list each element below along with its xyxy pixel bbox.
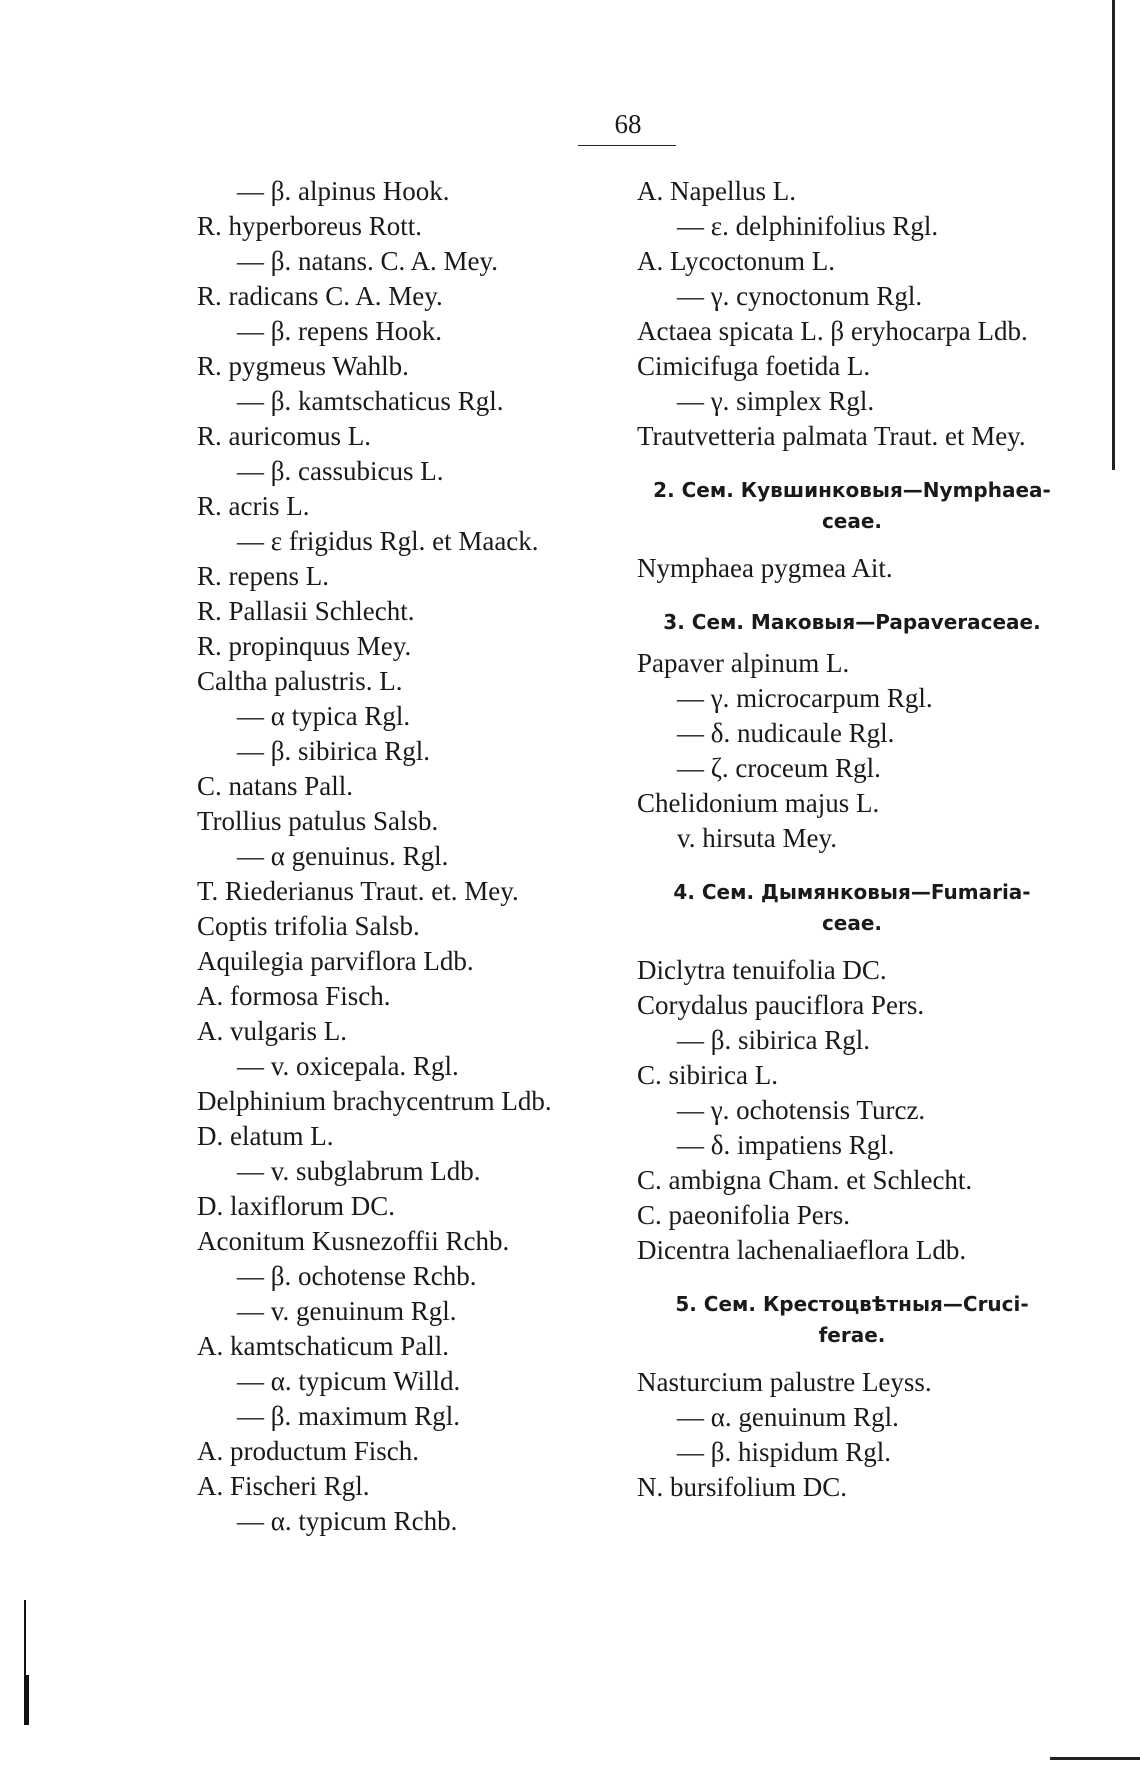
taxon-species-line: Delphinium brachycentrum Ldb.	[197, 1086, 552, 1116]
taxon-species-line: Aconitum Kusnezoffii Rchb.	[197, 1226, 510, 1256]
taxon-species-line: C. sibirica L.	[637, 1060, 778, 1090]
taxon-variety-line: — β. alpinus Hook.	[237, 176, 450, 206]
taxon-variety-line: — v. subglabrum Ldb.	[237, 1156, 481, 1186]
taxon-species-line: N. bursifolium DC.	[637, 1472, 848, 1502]
family-heading-line: 3. Сем. Маковыя—Papaveraceae.	[663, 610, 1041, 634]
family-heading-cruciferae	[637, 1289, 1067, 1351]
taxon-variety-line: v. hirsuta Mey.	[677, 823, 837, 853]
taxon-variety-line: — α. typicum Rchb.	[237, 1506, 458, 1536]
taxon-variety-line: — β. sibirica Rgl.	[677, 1025, 870, 1055]
taxon-species-line: A. formosa Fisch.	[197, 981, 391, 1011]
family-heading-continuation: ferae.	[818, 1323, 886, 1347]
taxon-species-line: R. pygmeus Wahlb.	[197, 351, 409, 381]
taxon-variety-line: — β. ochotense Rchb.	[237, 1261, 477, 1291]
taxon-variety-line: — γ. ochotensis Turcz.	[677, 1095, 926, 1125]
taxon-species-line: A. Lycoctonum L.	[637, 246, 835, 276]
family-heading-line: 5. Сем. Крестоцвѣтныя—Cruci-	[675, 1292, 1029, 1316]
taxon-variety-line: — α genuinus. Rgl.	[237, 841, 449, 871]
family-heading-line: 2. Сем. Кувшинковыя—Nymphaea-	[653, 478, 1051, 502]
taxon-species-line: Aquilegia parviflora Ldb.	[197, 946, 474, 976]
taxon-species-line: D. elatum L.	[197, 1121, 334, 1151]
taxon-species-line: R. acris L.	[197, 491, 310, 521]
taxon-species-line: Diclytra tenuifolia DC.	[637, 955, 887, 985]
family-heading-continuation: ceae.	[821, 911, 883, 935]
group-ranunculaceae-continued	[637, 174, 1067, 454]
left-column	[197, 174, 627, 1539]
taxon-species-line: Trollius patulus Salsb.	[197, 806, 439, 836]
taxon-variety-line: — v. genuinum Rgl.	[237, 1296, 457, 1326]
taxon-species-line: Caltha palustris. L.	[197, 666, 403, 696]
taxon-variety-line: — δ. nudicaule Rgl.	[677, 718, 895, 748]
taxon-species-line: R. radicans C. A. Mey.	[197, 281, 443, 311]
family-heading-nymphaeaceae	[637, 475, 1067, 537]
taxon-variety-line: — β. kamtschaticus Rgl.	[237, 386, 504, 416]
taxon-variety-line: — γ. cynoctonum Rgl.	[677, 281, 923, 311]
taxon-species-line: A. productum Fisch.	[197, 1436, 419, 1466]
group-papaveraceae	[637, 646, 1067, 856]
taxon-variety-line: — α. typicum Willd.	[237, 1366, 461, 1396]
taxon-species-line: Actaea spicata L. β eryhocarpa Ldb.	[637, 316, 1028, 346]
taxon-variety-line: — ε. delphinifolius Rgl.	[677, 211, 939, 241]
taxon-species-line: R. repens L.	[197, 561, 329, 591]
taxon-variety-line: — ε frigidus Rgl. et Maack.	[237, 526, 539, 556]
taxon-species-line: Dicentra lachenaliaeflora Ldb.	[637, 1235, 967, 1265]
page-number-rule	[578, 145, 676, 146]
taxon-variety-line: — γ. simplex Rgl.	[677, 386, 875, 416]
taxon-species-line: Papaver alpinum L.	[637, 648, 850, 678]
taxon-variety-line: — α. genuinum Rgl.	[677, 1402, 899, 1432]
taxon-species-line: C. natans Pall.	[197, 771, 353, 801]
page-number: 68	[614, 109, 642, 139]
taxon-species-line: R. propinquus Mey.	[197, 631, 412, 661]
taxon-species-line: Nasturcium palustre Leyss.	[637, 1367, 932, 1397]
taxon-variety-line: — β. hispidum Rgl.	[677, 1437, 892, 1467]
taxon-variety-line: — δ. impatiens Rgl.	[677, 1130, 895, 1160]
group-fumariaceae	[637, 953, 1067, 1268]
taxon-variety-line: — β. natans. C. A. Mey.	[237, 246, 498, 276]
page-edge-rule	[1112, 0, 1115, 470]
bottom-edge-rule	[1050, 1757, 1140, 1760]
taxon-variety-line: — v. oxicepala. Rgl.	[237, 1051, 459, 1081]
taxon-species-line: D. laxiflorum DC.	[197, 1191, 395, 1221]
group-nymphaeaceae	[637, 551, 1067, 586]
right-column	[637, 174, 1067, 1505]
taxon-species-line: A. vulgaris L.	[197, 1016, 347, 1046]
taxon-species-line: Corydalus pauciflora Pers.	[637, 990, 925, 1020]
family-heading-continuation: ceae.	[821, 509, 883, 533]
family-heading-fumariaceae	[637, 877, 1067, 939]
taxon-species-line: Cimicifuga foetida L.	[637, 351, 871, 381]
taxon-species-line: Nymphaea pygmea Ait.	[637, 553, 893, 583]
taxon-species-line: A. kamtschaticum Pall.	[197, 1331, 449, 1361]
taxon-species-line: R. Pallasii Schlecht.	[197, 596, 415, 626]
taxon-species-line: A. Napellus L.	[637, 176, 796, 206]
taxon-variety-line: — β. maximum Rgl.	[237, 1401, 460, 1431]
taxon-species-line: A. Fischeri Rgl.	[197, 1471, 370, 1501]
family-heading-line: 4. Сем. Дымянковыя—Fumaria-	[673, 880, 1031, 904]
taxon-species-line: R. auricomus L.	[197, 421, 371, 451]
taxon-variety-line: — β. cassubicus L.	[237, 456, 444, 486]
taxon-variety-line: — β. repens Hook.	[237, 316, 442, 346]
family-heading-papaveraceae	[637, 607, 1067, 638]
taxon-species-line: C. paeonifolia Pers.	[637, 1200, 850, 1230]
taxon-variety-line: — β. sibirica Rgl.	[237, 736, 430, 766]
taxon-species-line: R. hyperboreus Rott.	[197, 211, 422, 241]
taxon-species-line: Coptis trifolia Salsb.	[197, 911, 420, 941]
taxon-species-line: C. ambigna Cham. et Schlecht.	[637, 1165, 973, 1195]
taxon-variety-line: — γ. microcarpum Rgl.	[677, 683, 933, 713]
group-cruciferae	[637, 1365, 1067, 1505]
taxon-species-line: T. Riederianus Traut. et. Mey.	[197, 876, 519, 906]
taxon-species-line: Chelidonium majus L.	[637, 788, 880, 818]
margin-mark	[24, 1675, 29, 1725]
taxon-variety-line: — α typica Rgl.	[237, 701, 411, 731]
taxon-species-line: Trautvetteria palmata Traut. et Mey.	[637, 421, 1026, 451]
taxon-variety-line: — ζ. croceum Rgl.	[677, 753, 881, 783]
